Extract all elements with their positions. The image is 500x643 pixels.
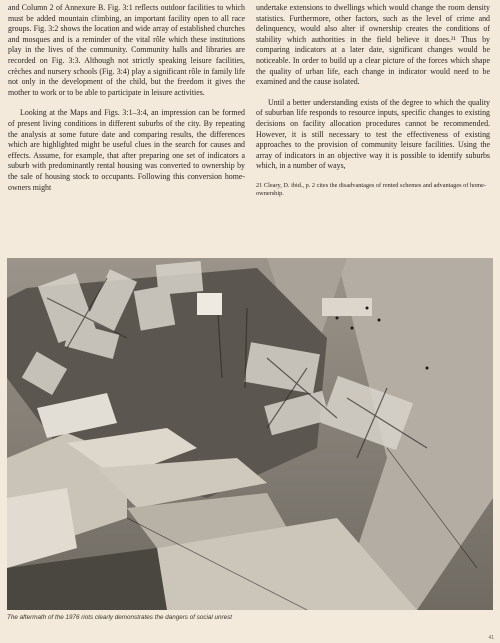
paragraph: undertake extensions to dwellings which would change the room density statistics. Furthermore, other factors, such as the level of crime and delinquency, would also alter if ownership creates the conditions of stability which authorities in the field believe it does.²¹ Thus by comparing indicators at a later date, significant changes would be noticeable. In order to build up a clear picture of the forces which shape the quality of urban life, each change in indicator would need to be examined and the cause isolated. (256, 3, 490, 87)
paragraph: Until a better understanding exists of the degree to which the quality of suburban life responds to resource inputs, specific changes to existing decisions on facility allocation procedures cannot be recommended. However, it is still necessary to test the effectiveness of existing approaches to the provision of community leisure facilities. Using the array of indicators in an objective way it is possible to identify suburbs which, in a number of ways, (256, 97, 490, 171)
riot-aftermath-photo (7, 258, 493, 610)
paragraph: Looking at the Maps and Figs. 3:1–3:4, an impression can be formed of present living conditions in different suburbs of the city. By repeating the analysis at some future date and comparing results, the differences which are highlighted might be useful clues in the search for causes and effects. Assume, for example, that after preparing one set of indicators a suburb with predominantly rental housing was converted to ownership by the sale of housing stock to occupants. Following this conversion home-owners might (8, 108, 245, 192)
footnote: 21 Cleary, D. ibid., p. 2 cites the disadvantages of rented schemes and advantages of home-ownership. (256, 181, 487, 198)
paragraph: and Column 2 of Annexure B. Fig. 3:1 reflects outdoor facilities to which must be added mountain climbing, an important facility open to all race groups. Fig. 3:2 shows the location and wide array of established churches and mosques and is a reminder of the vital rôle which these institutions play in the lives of the community. Community halls and libraries are recorded on Fig. 3:3. Although not strictly speaking leisure facilities, crèches and nursery schools (Fig. 3:4) play a significant rôle in family life not only in the development of the child, but the freedom it gives the mother to work or to be able to participate in leisure activities. (8, 3, 245, 97)
photo-caption: The aftermath of the 1976 riots clearly demonstrates the dangers of social unrest (7, 614, 233, 621)
text-column-left (8, 3, 245, 203)
page-number: 41 (488, 635, 494, 641)
text-column-right (256, 3, 490, 199)
